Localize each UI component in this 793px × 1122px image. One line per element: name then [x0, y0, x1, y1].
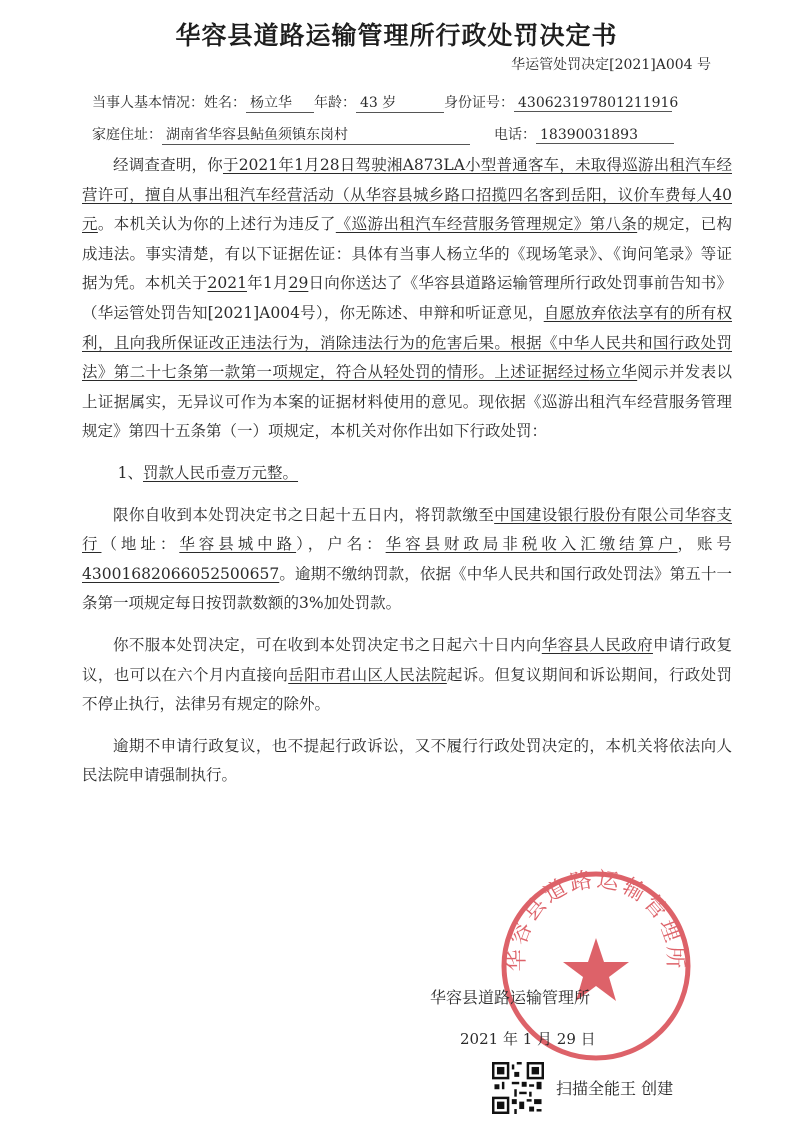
party-address: 湖南省华容县鲇鱼须镇东岗村 [162, 124, 470, 145]
document-body [82, 151, 732, 791]
phone-label: 电话： [494, 127, 536, 143]
party-address-row [92, 124, 722, 145]
party-age: 43 岁 [356, 92, 444, 113]
issuing-organization: 华容县道路运输管理所 [430, 988, 591, 1007]
payment-paragraph: 限你自收到本处罚决定书之日起十五日内，将罚款缴至中国建设银行股份有限公司华容支行（地址：华容县城中路），户名：华容县财政局非税收入汇缴结算户，账号43001682066052500657。逾期不缴纳罚款，依据《中华人民共和国行政处罚法》第五十一条第一项规定每日按罚款数额的3%加处罚款。 [82, 505, 732, 613]
party-intro-label: 当事人基本情况： [92, 95, 204, 111]
appeal-paragraph: 你不服本处罚决定，可在收到本处罚决定书之日起六十日内向华容县人民政府申请行政复议，也可以在六个月内直接向岳阳市君山区人民法院起诉。但复议期间和诉讼期间，行政处罚不停止执行，法律另有规定的除外。 [82, 635, 732, 714]
facts-paragraph: 经调查查明，你于2021年1月28日驾驶湘A873LA小型普通客车，未取得巡游出租汽车经营许可，擅自从事出租汽车经营活动（从华容县城乡路口招揽四名客到岳阳，议价车费每人40元。本机关认为你的上述行为违反了《巡游出租汽车经营服务管理规定》第八条的规定，已构成违法。事实清楚，有以下证据佐证：具体有当事人杨立华的《现场笔录》、《询问笔录》等证据为凭。本机关于2021年1月29日向你送达了《华容县道路运输管理所行政处罚事前告知书》（华运管处罚告知[2021]A004号），你无陈述、申辩和听证意见，自愿放弃依法享有的所有权利，且向我所保证改正违法行为，消除违法行为的危害后果。根据《中华人民共和国行政处罚法》第二十七条第一款第一项规定，符合从轻处罚的情形。上述证据经过杨立华阅示并发表以上证据属实，无异议可作为本案的证据材料使用的意见。现依据《巡游出租汽车经营服务管理规定》第四十五条第（一）项规定，本机关对你作出如下行政处罚： [82, 156, 732, 441]
enforcement-paragraph: 逾期不申请行政复议，也不提起行政诉讼，又不履行行政处罚决定的，本机关将依法向人民法院申请强制执行。 [82, 736, 732, 785]
svg-text:华容县道路运输管理所: 华容县道路运输管理所 [504, 867, 688, 972]
id-label: 身份证号： [444, 95, 514, 111]
party-id-number: 430623197801211916 [514, 95, 672, 112]
penalty-item-1: 1、罚款人民币壹万元整。 [117, 463, 299, 482]
document-title: 华容县道路运输管理所行政处罚决定书 [175, 21, 618, 50]
address-label: 家庭住址： [92, 127, 162, 143]
age-label: 年龄： [314, 95, 356, 111]
name-label: 姓名： [204, 95, 246, 111]
scanner-watermark: 扫描全能王 创建 [556, 1079, 674, 1098]
party-info-row [92, 92, 722, 113]
issue-date: 2021 年 1 月 29 日 [460, 1030, 596, 1048]
document-number: 华运管处罚决定[2021]A004 号 [511, 57, 711, 73]
party-name: 杨立华 [246, 92, 314, 113]
qr-code-icon [492, 1062, 544, 1114]
party-phone: 18390031893 [536, 127, 674, 144]
